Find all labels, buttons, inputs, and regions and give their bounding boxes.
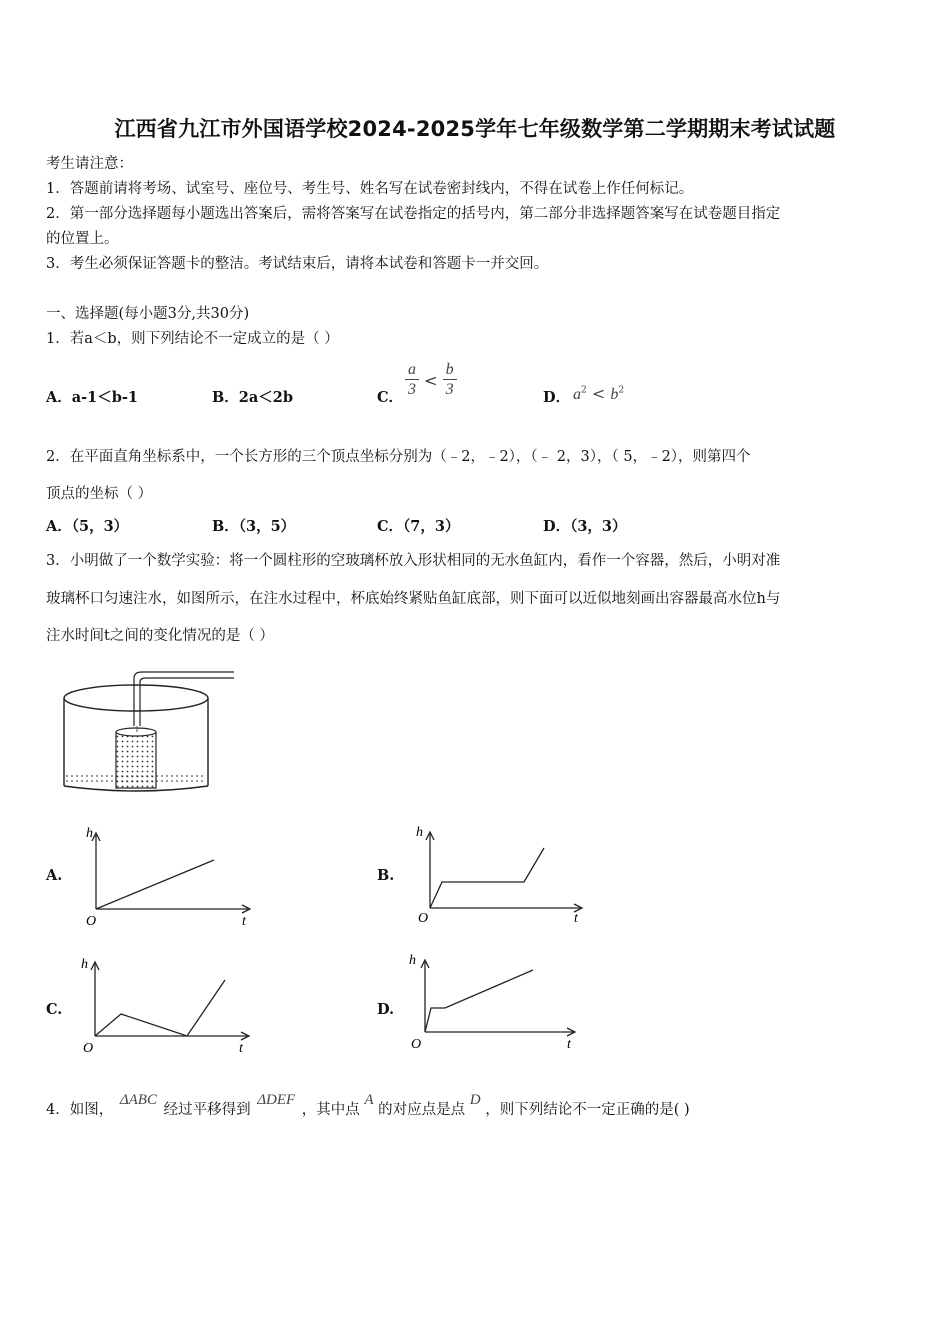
axis-label-h: h	[409, 953, 416, 968]
graph-a	[80, 823, 260, 933]
axis-label-t: t	[239, 1041, 243, 1056]
q1-option-c-math	[405, 361, 457, 400]
triangle-def: ΔDEF	[257, 1092, 296, 1108]
denominator: 3	[408, 381, 416, 398]
triangle-abc: ΔABC	[119, 1092, 157, 1108]
axis-label-t: t	[574, 911, 578, 926]
origin-label: O	[83, 1041, 94, 1056]
q3-stem-line3: 注水时间t之间的变化情况的是（ ）	[46, 628, 274, 644]
q1-option-b: B．2a＜2b	[212, 389, 293, 406]
q1-option-d-math	[573, 384, 624, 404]
q2-option-a: A．（5，3）	[46, 518, 129, 535]
graph-line	[430, 848, 544, 908]
axis-label-t: t	[567, 1037, 571, 1052]
q2-option-b: B．（3，5）	[212, 518, 296, 535]
base-a: a	[573, 386, 581, 403]
glass-cup	[116, 732, 156, 788]
q4-prefix: 4．如图，	[46, 1102, 114, 1118]
notice-item: 2．第一部分选择题每小题选出答案后，需将答案写在试卷指定的括号内，第二部分非选择题答案写在试卷题目指定	[46, 206, 781, 222]
water-pipe	[134, 672, 234, 726]
notice-item: 的位置上。	[46, 231, 119, 247]
point-a: A	[364, 1092, 374, 1108]
q3-option-a-label: A.	[46, 867, 63, 884]
notice-item: 3．考生必须保证答题卡的整洁。考试结束后，请将本试卷和答题卡一并交回。	[46, 256, 549, 272]
axis-label-h: h	[416, 825, 423, 840]
axis-label-h: h	[81, 957, 88, 972]
fish-tank-figure	[50, 664, 250, 799]
q4-mid1: 经过平移得到	[163, 1102, 251, 1118]
q1-option-d-label: D．	[543, 389, 571, 406]
q4-stem	[46, 1092, 690, 1119]
graph-line	[95, 980, 225, 1036]
q1-stem: 1．若a＜b，则下列结论不一定成立的是（ ）	[46, 331, 339, 347]
notice-item: 1．答题前请将考场、试室号、座位号、考生号、姓名写在试卷密封线内，不得在试卷上作任何标记。	[46, 181, 694, 197]
tank-rim	[64, 685, 208, 711]
q3-option-d-label: D.	[377, 1001, 395, 1018]
graph-b	[410, 822, 590, 932]
glass-cup-rim	[116, 728, 156, 736]
point-d: D	[469, 1092, 481, 1108]
base-b: b	[610, 386, 619, 403]
axis-label-h: h	[86, 826, 93, 841]
q1-option-a: A．a-1＜b-1	[46, 389, 138, 406]
graph-line	[425, 970, 533, 1032]
q4-mid3: 的对应点是点	[378, 1102, 466, 1118]
denominator: 3	[445, 381, 454, 398]
graph-c	[75, 952, 255, 1062]
section-heading: 一、选择题(每小题3分,共30分)	[46, 306, 250, 322]
less-than-sign: <	[591, 384, 606, 403]
notice-heading: 考生请注意：	[46, 156, 133, 172]
graph-line	[96, 860, 214, 909]
origin-label: O	[411, 1037, 422, 1052]
q2-option-c: C．（7，3）	[377, 518, 460, 535]
numerator: b	[443, 361, 457, 380]
exponent: 2	[618, 385, 625, 396]
q3-option-b-label: B.	[377, 867, 395, 884]
q1-option-c-label: C．	[377, 389, 404, 406]
numerator: a	[405, 361, 419, 380]
fraction-b-over-3	[443, 361, 457, 400]
q4-suffix: ，则下列结论不一定正确的是( )	[485, 1102, 690, 1118]
q3-stem-line1: 3．小明做了一个数学实验：将一个圆柱形的空玻璃杯放入形状相同的无水鱼缸内，看作一个容器，然后，小明对准	[46, 553, 781, 569]
q4-mid2: ，其中点	[301, 1102, 360, 1118]
origin-label: O	[418, 911, 429, 926]
q3-stem-line2: 玻璃杯口匀速注水，如图所示，在注水过程中，杯底始终紧贴鱼缸底部，则下面可以近似地刻画出容器最高水位h与	[46, 591, 781, 607]
q2-stem-line1: 2．在平面直角坐标系中，一个长方形的三个顶点坐标分别为（﹣2，﹣2），（﹣ 2，3），（ 5，﹣2），则第四个	[46, 449, 751, 465]
fraction-a-over-3	[405, 361, 419, 400]
q3-option-c-label: C.	[46, 1001, 63, 1018]
page-title: 江西省九江市外国语学校2024-2025学年七年级数学第二学期期末考试试题	[114, 117, 836, 141]
q2-option-d: D．（3，3）	[543, 518, 627, 535]
exponent: 2	[581, 385, 587, 396]
axis-label-t: t	[242, 914, 246, 929]
origin-label: O	[86, 914, 97, 929]
less-than-sign: <	[424, 371, 438, 390]
graph-d	[405, 950, 585, 1060]
q2-stem-line2: 顶点的坐标（ ）	[46, 486, 153, 502]
